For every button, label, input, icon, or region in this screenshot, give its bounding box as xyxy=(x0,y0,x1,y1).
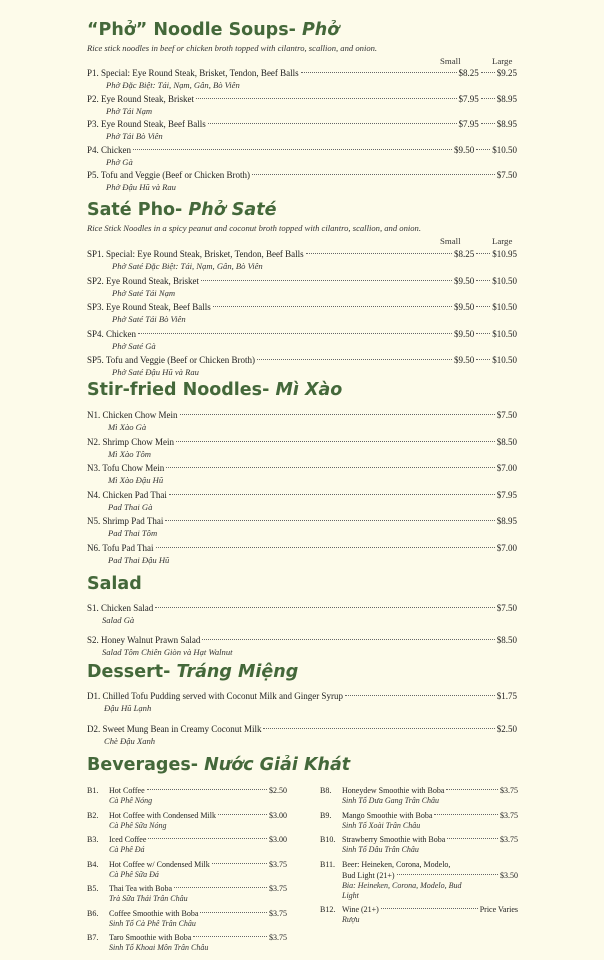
dot-leader xyxy=(169,494,495,495)
item-vietnamese-name: Chè Đậu Xanh xyxy=(104,736,156,746)
dot-leader xyxy=(174,887,267,888)
dessert-section-title: Dessert- Tráng Miệng xyxy=(87,662,299,682)
price-large: $10.50 xyxy=(492,302,517,312)
item-name: N1. Chicken Chow Mein xyxy=(87,410,178,420)
beverage-item xyxy=(320,904,518,915)
item-name: N5. Shrimp Pad Thai xyxy=(87,516,164,526)
price: $7.50 xyxy=(496,410,517,420)
beverage-vietnamese-name: Cà Phê Sữa Nóng xyxy=(109,820,167,830)
beverage-item xyxy=(87,883,287,894)
beverage-vietnamese-name: Sinh Tố Xoài Trân Châu xyxy=(342,820,421,830)
dot-leader xyxy=(155,607,495,608)
pho-item xyxy=(87,118,517,130)
dot-leader xyxy=(306,253,452,254)
noodles-item xyxy=(87,515,517,527)
item-vietnamese-name: Pad Thai Đậu Hũ xyxy=(108,554,170,565)
beverage-item xyxy=(87,859,287,870)
pho-section-title: “Phở” Noodle Soups- Phở xyxy=(87,20,340,40)
beverage-name: Strawberry Smoothie with Boba xyxy=(342,835,446,844)
item-vietnamese-name: Phở Đậu Hũ và Rau xyxy=(106,182,176,192)
dot-leader xyxy=(208,123,457,124)
item-vietnamese-name: Salad Gà xyxy=(102,615,135,625)
item-name: SP5. Tofu and Veggie (Beef or Chicken Broth) xyxy=(87,355,256,365)
item-vietnamese-name: Phở Saté Tái Bò Viên xyxy=(112,314,186,324)
noodles-item xyxy=(87,542,517,554)
price-small: $9.50 xyxy=(454,302,475,312)
price-small: $9.50 xyxy=(454,144,475,155)
dot-leader xyxy=(200,912,267,913)
item-vietnamese-name: Phở Saté Gà xyxy=(112,340,156,351)
noodles-item xyxy=(87,436,517,448)
dot-leader xyxy=(397,874,498,875)
sate-section-title: Saté Pho- Phở Saté xyxy=(87,200,277,220)
beverage-code: B11. xyxy=(320,859,336,869)
dot-leader xyxy=(263,728,494,729)
price-large: $10.50 xyxy=(492,144,517,155)
beverage-item xyxy=(87,932,287,943)
dot-leader xyxy=(193,936,267,937)
beverage-price: $3.00 xyxy=(269,810,287,820)
item-name: S1. Chicken Salad xyxy=(87,603,154,613)
beverage-price: $3.75 xyxy=(500,835,518,844)
pho-item xyxy=(87,67,517,79)
item-vietnamese-name: Phở Saté Đậu Hũ và Rau xyxy=(112,367,199,377)
item-vietnamese-name: Phở Saté Đặc Biệt: Tái, Nạm, Gân, Bò Viên xyxy=(112,261,263,271)
beverage-code: B7. xyxy=(87,933,99,942)
dot-leader xyxy=(447,838,498,839)
item-name: P3. Eye Round Steak, Beef Balls xyxy=(87,119,206,129)
sate-item xyxy=(87,328,517,340)
price: $7.00 xyxy=(496,542,517,553)
beverage-name: Hot Coffee xyxy=(109,786,145,795)
item-name: SP4. Chicken xyxy=(87,328,137,339)
price-large: $10.50 xyxy=(492,355,517,365)
beverage-vietnamese-name: Bia: Heineken, Corona, Modelo, Bud xyxy=(342,880,462,890)
beverage-price: $3.00 xyxy=(269,835,287,844)
dot-leader xyxy=(156,547,495,548)
beverage-item xyxy=(87,834,287,845)
noodles-item xyxy=(87,462,517,474)
noodles-item xyxy=(87,409,517,421)
dot-leader xyxy=(476,280,490,281)
sate-item xyxy=(87,301,517,313)
dot-leader xyxy=(133,149,452,150)
sate-item xyxy=(87,248,517,260)
beverage-name: Coffee Smoothie with Boba xyxy=(109,908,199,918)
beverage-price: $3.75 xyxy=(269,933,287,942)
item-vietnamese-name: Pad Thai Gà xyxy=(108,501,153,512)
dot-leader xyxy=(476,253,490,254)
beverage-name-line2: Bud Light (21+) xyxy=(342,870,395,880)
dot-leader xyxy=(165,520,494,521)
beverages-section-title: Beverages- Nước Giải Khát xyxy=(87,755,351,775)
price: $7.00 xyxy=(496,463,517,473)
beverage-code: B9. xyxy=(320,810,332,820)
salad-item xyxy=(87,634,517,646)
dot-leader xyxy=(138,333,452,334)
price-large: $10.50 xyxy=(492,328,517,339)
dot-leader xyxy=(180,414,495,415)
beverage-item xyxy=(87,785,287,796)
price: $7.50 xyxy=(496,170,517,180)
beverage-code: B10. xyxy=(320,835,336,844)
price-large: $10.95 xyxy=(492,249,517,259)
dot-leader xyxy=(476,306,490,307)
beverage-vietnamese-name: Sinh Tố Dâu Trân Châu xyxy=(342,845,419,854)
price: $8.95 xyxy=(496,516,517,526)
beverage-code: B1. xyxy=(87,786,99,795)
price: $2.50 xyxy=(496,724,517,734)
item-name: P2. Eye Round Steak, Brisket xyxy=(87,93,194,104)
price-large: $8.95 xyxy=(496,93,517,104)
pho-item xyxy=(87,169,517,181)
noodles-section-title: Stir-fried Noodles- Mì Xào xyxy=(87,380,343,400)
beverage-vietnamese-name: Rượu xyxy=(342,915,360,924)
item-name: P4. Chicken xyxy=(87,144,131,155)
price-small: $9.50 xyxy=(454,328,475,339)
item-vietnamese-name: Phở Saté Tái Nạm xyxy=(112,287,176,298)
beverage-price: $3.75 xyxy=(269,884,287,893)
item-name: P5. Tofu and Veggie (Beef or Chicken Broth) xyxy=(87,170,251,180)
beverage-name: Beer: Heineken, Corona, Modelo, xyxy=(342,859,451,869)
dot-leader xyxy=(212,863,267,864)
beverage-vietnamese-name: Sinh Tố Cà Phê Trân Châu xyxy=(109,918,196,928)
beverage-code: B5. xyxy=(87,884,99,893)
beverage-name: Wine (21+) xyxy=(342,905,379,914)
beverage-code: B3. xyxy=(87,835,99,844)
beverage-price: $3.75 xyxy=(269,908,287,918)
price-large: $10.50 xyxy=(492,275,517,286)
dot-leader xyxy=(218,814,267,815)
price: $8.50 xyxy=(496,635,517,645)
item-vietnamese-name: Pad Thai Tôm xyxy=(108,528,158,538)
salad-item xyxy=(87,602,517,614)
beverage-vietnamese-name: Sinh Tố Khoai Môn Trân Châu xyxy=(109,943,209,952)
item-name: N4. Chicken Pad Thai xyxy=(87,489,167,500)
pho-item xyxy=(87,93,517,105)
item-vietnamese-name: Salad Tôm Chiên Giòn và Hạt Walnut xyxy=(102,647,233,657)
beverage-item xyxy=(320,859,518,870)
pho-item xyxy=(87,144,517,156)
beverage-price: $3.75 xyxy=(500,786,518,795)
beverage-vietnamese-name: Cà Phê Nóng xyxy=(109,796,153,805)
item-name: S2. Honey Walnut Prawn Salad xyxy=(87,635,201,645)
item-name: SP1. Special: Eye Round Steak, Brisket, Tendon, Beef Balls xyxy=(87,249,304,259)
beverage-name: Honeydew Smoothie with Boba xyxy=(342,786,445,795)
beverage-item-line2 xyxy=(342,870,518,881)
beverage-vietnamese-name-line2: Light xyxy=(342,890,359,900)
dot-leader xyxy=(252,174,495,175)
dot-leader xyxy=(446,789,498,790)
dot-leader xyxy=(476,333,490,334)
sate-item xyxy=(87,275,517,287)
beverage-price: $3.75 xyxy=(500,810,518,820)
dot-leader xyxy=(257,359,452,360)
item-name: D2. Sweet Mung Bean in Creamy Coconut Milk xyxy=(87,724,262,734)
dot-leader xyxy=(481,123,495,124)
dot-leader xyxy=(166,467,495,468)
dot-leader xyxy=(213,306,452,307)
dot-leader xyxy=(345,695,495,696)
dot-leader xyxy=(176,441,495,442)
beverage-vietnamese-name: Trà Sữa Thái Trân Châu xyxy=(109,894,188,903)
beverage-item xyxy=(320,834,518,845)
beverage-item xyxy=(87,810,287,821)
beverage-price: Price Varies xyxy=(479,905,518,914)
beverage-code: B2. xyxy=(87,810,99,820)
dot-leader xyxy=(481,72,495,73)
price-small: $8.25 xyxy=(458,68,479,78)
beverage-vietnamese-name: Cà Phê Sữa Đá xyxy=(109,869,159,879)
beverage-vietnamese-name: Cà Phê Đá xyxy=(109,845,145,854)
item-vietnamese-name: Đậu Hũ Lạnh xyxy=(104,703,152,713)
price-small: $7.95 xyxy=(458,93,479,104)
price-large: $9.25 xyxy=(496,68,517,78)
beverage-code: B12. xyxy=(320,905,336,914)
item-name: D1. Chilled Tofu Pudding served with Coconut Milk and Ginger Syrup xyxy=(87,691,343,701)
beverage-name: Iced Coffee xyxy=(109,835,147,844)
price-small: $7.95 xyxy=(458,119,479,129)
item-name: N6. Tofu Pad Thai xyxy=(87,542,154,553)
beverage-name: Hot Coffee with Condensed Milk xyxy=(109,810,216,820)
beverage-item xyxy=(320,785,518,796)
item-vietnamese-name: Mì Xào Tôm xyxy=(108,448,151,459)
sate-description: Rice Stick Noodles in a spicy peanut and coconut broth topped with cilantro, scallion, and onion. xyxy=(87,223,421,233)
price: $7.95 xyxy=(496,489,517,500)
beverage-item xyxy=(87,908,287,919)
dot-leader xyxy=(481,98,495,99)
item-vietnamese-name: Phở Đặc Biệt: Tái, Nạm, Gân, Bò Viên xyxy=(106,80,240,90)
item-name: SP2. Eye Round Steak, Brisket xyxy=(87,275,199,286)
dot-leader xyxy=(476,149,490,150)
pho-description: Rice stick noodles in beef or chicken broth topped with cilantro, scallion, and onion. xyxy=(87,43,378,53)
beverage-name: Taro Smoothie with Boba xyxy=(109,933,192,942)
price-small: $9.50 xyxy=(454,275,475,286)
dessert-item xyxy=(87,690,517,702)
item-name: N3. Tofu Chow Mein xyxy=(87,463,165,473)
item-vietnamese-name: Phở Tái Nạm xyxy=(106,105,153,116)
beverage-name: Hot Coffee w/ Condensed Milk xyxy=(109,859,210,869)
sate-large-header: Large xyxy=(492,236,513,246)
beverage-name: Thai Tea with Boba xyxy=(109,884,173,893)
dot-leader xyxy=(434,814,498,815)
beverage-price: $3.75 xyxy=(269,859,287,869)
dessert-item xyxy=(87,723,517,735)
beverage-price: $2.50 xyxy=(269,786,287,795)
price-small: $8.25 xyxy=(454,249,475,259)
item-vietnamese-name: Phở Tái Bò Viên xyxy=(106,131,163,141)
dot-leader xyxy=(148,838,267,839)
sate-item xyxy=(87,354,517,366)
beverage-item xyxy=(320,810,518,821)
price: $8.50 xyxy=(496,436,517,447)
price: $1.75 xyxy=(496,691,517,701)
item-name: P1. Special: Eye Round Steak, Brisket, Tendon, Beef Balls xyxy=(87,68,299,78)
pho-small-header: Small xyxy=(440,56,461,66)
dot-leader xyxy=(201,280,452,281)
dot-leader xyxy=(147,789,267,790)
pho-large-header: Large xyxy=(492,56,513,66)
beverage-vietnamese-name: Sinh Tố Dưa Gang Trân Châu xyxy=(342,796,440,805)
dot-leader xyxy=(381,908,478,909)
item-vietnamese-name: Phở Gà xyxy=(106,156,133,167)
beverage-code: B6. xyxy=(87,908,99,918)
sate-small-header: Small xyxy=(440,236,461,246)
beverage-price: $3.50 xyxy=(500,870,518,880)
item-name: SP3. Eye Round Steak, Beef Balls xyxy=(87,302,211,312)
noodles-item xyxy=(87,489,517,501)
price-small: $9.50 xyxy=(454,355,475,365)
salad-section-title: Salad xyxy=(87,574,142,594)
price: $7.50 xyxy=(496,603,517,613)
dot-leader xyxy=(202,639,494,640)
item-vietnamese-name: Mì Xào Đậu Hũ xyxy=(108,475,164,485)
beverage-code: B4. xyxy=(87,859,99,869)
item-name: N2. Shrimp Chow Mein xyxy=(87,436,175,447)
dot-leader xyxy=(476,359,490,360)
dot-leader xyxy=(301,72,457,73)
beverage-code: B8. xyxy=(320,786,332,795)
beverage-name: Mango Smoothie with Boba xyxy=(342,810,433,820)
dot-leader xyxy=(196,98,457,99)
item-vietnamese-name: Mì Xào Gà xyxy=(108,422,147,432)
price-large: $8.95 xyxy=(496,119,517,129)
